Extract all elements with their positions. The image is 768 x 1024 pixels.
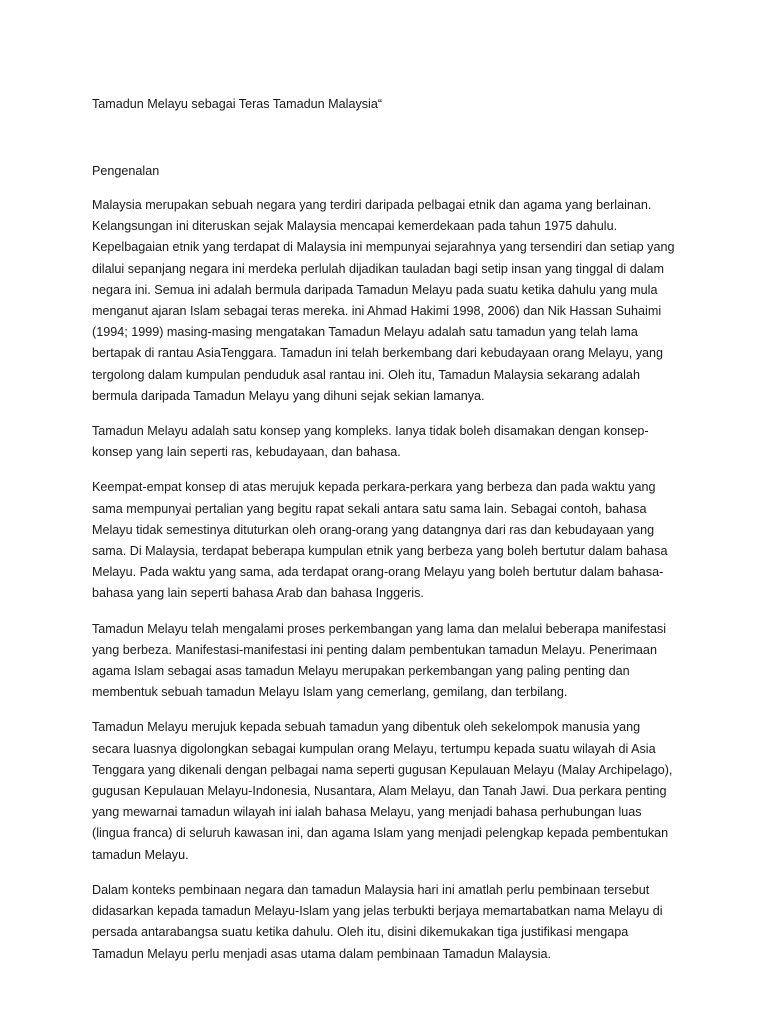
body-text — [92, 195, 676, 965]
document-title: Tamadun Melayu sebagai Teras Tamadun Malaysia“ — [92, 97, 383, 111]
paragraph: Tamadun Melayu telah mengalami proses perkembangan yang lama dan melalui beberapa manifestasi yang berbeza. Manifestasi-manifestasi ini penting dalam pembentukan tamadun Melayu. Penerimaan agama Islam sebagai asas tamadun Melayu merupakan perkembangan yang paling penting dan membentuk sebuah tamadun Melayu Islam yang cemerlang, gemilang, dan terbilang. — [92, 621, 667, 700]
section-heading: Pengenalan — [92, 164, 160, 178]
paragraph: Tamadun Melayu merujuk kepada sebuah tamadun yang dibentuk oleh sekelompok manusia yang secara luasnya digolongkan sebagai kumpulan orang Melayu, tertumpu kepada suatu wilayah di Asia Tenggara yang dikenali dengan pelbagai nama seperti gugusan Kepulauan Melayu (Malay Archipelago), gugusan Kepulauan Melayu-Indonesia, Nusantara, Alam Melayu, dan Tanah Jawi. Dua perkara penting yang mewarnai tamadun wilayah ini ialah bahasa Melayu, yang menjadi bahasa perhubungan luas (lingua franca) di seluruh kawasan ini, dan agama Islam yang menjadi pelengkap kepada pembentukan tamadun Melayu. — [92, 720, 673, 862]
paragraph: Malaysia merupakan sebuah negara yang terdiri daripada pelbagai etnik dan agama yang berlainan. Kelangsungan ini diteruskan sejak Malaysia mencapai kemerdekaan pada tahun 1975 dahulu. Kepelbagaian etnik yang terdapat di Malaysia ini mempunyai sejarahnya yang tersendiri dan setiap yang dilalui sepanjang negara ini merdeka perlulah dijadikan tauladan bagi setip insan yang tinggal di dalam negara ini. Semua ini adalah bermula daripada Tamadun Melayu pada suatu ketika dahulu yang mula menganut ajaran Islam sebagai teras mereka. ini Ahmad Hakimi 1998, 2006) dan Nik Hassan Suhaimi (1994; 1999) masing-masing mengatakan Tamadun Melayu adalah satu tamadun yang telah lama bertapak di rantau AsiaTenggara. Tamadun ini telah berkembang dari kebudayaan orang Melayu, yang tergolong dalam kumpulan penduduk asal rantau ini. Oleh itu, Tamadun Malaysia sekarang adalah bermula daripada Tamadun Melayu yang dihuni sejak sekian lamanya. — [92, 198, 675, 403]
paragraph: Tamadun Melayu adalah satu konsep yang kompleks. Ianya tidak boleh disamakan dengan konsep-konsep yang lain seperti ras, kebudayaan, dan bahasa. — [92, 424, 649, 460]
paragraph: Dalam konteks pembinaan negara dan tamadun Malaysia hari ini amatlah perlu pembinaan tersebut didasarkan kepada tamadun Melayu-Islam yang jelas terbukti berjaya memartabatkan nama Melayu di persada antarabangsa suatu ketika dahulu. Oleh itu, disini dikemukakan tiga justifikasi mengapa Tamadun Melayu perlu menjadi asas utama dalam pembinaan Tamadun Malaysia. — [92, 882, 663, 961]
paragraph: Keempat-empat konsep di atas merujuk kepada perkara-perkara yang berbeza dan pada waktu yang sama mempunyai pertalian yang begitu rapat sekali antara satu sama lain. Sebagai contoh, bahasa Melayu tidak semestinya dituturkan oleh orang-orang yang datangnya dari ras dan kebudayaan yang sama. Di Malaysia, terdapat beberapa kumpulan etnik yang berbeza yang boleh bertutur dalam bahasa Melayu. Pada waktu yang sama, ada terdapat orang-orang Melayu yang boleh bertutur dalam bahasa-bahasa yang lain seperti bahasa Arab dan bahasa Inggeris. — [92, 480, 668, 601]
